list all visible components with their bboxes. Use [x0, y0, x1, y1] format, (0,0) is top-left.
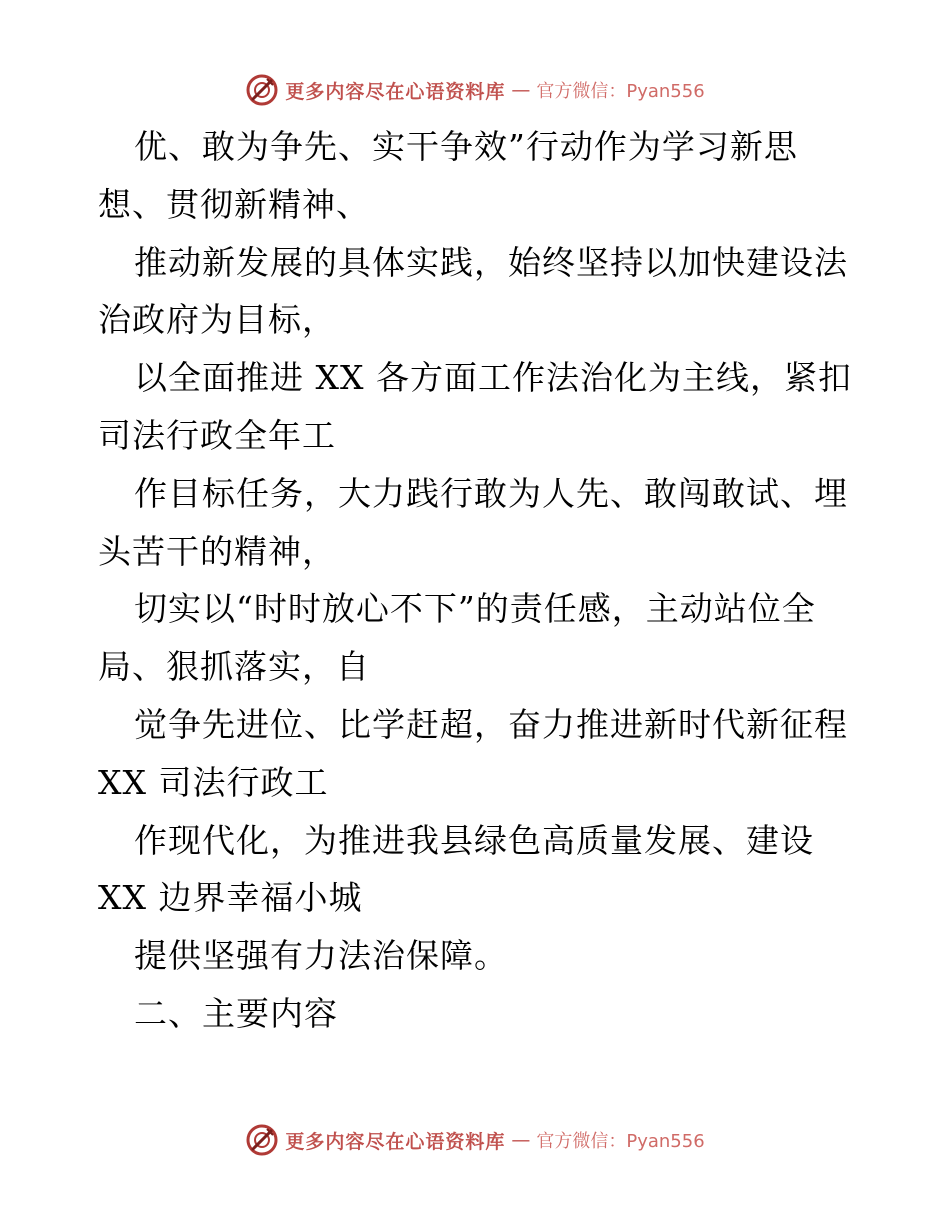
banner-separator: — — [511, 1129, 531, 1151]
banner-contact: 官方微信：Pyan556 — [536, 1131, 705, 1152]
header-banner — [0, 70, 950, 110]
footer-banner — [0, 1120, 950, 1160]
text-line: 局、狠抓落实，自 — [98, 647, 370, 687]
text-line: 以全面推进 XX 各方面工作法治化为主线，紧扣 — [134, 358, 852, 398]
text-line: XX 边界幸福小城 — [98, 878, 363, 918]
text-line: XX 司法行政工 — [98, 762, 329, 802]
text-line: 推动新发展的具体实践，始终坚持以加快建设法 — [134, 242, 848, 282]
text-line: 头苦干的精神， — [98, 531, 336, 571]
banner-separator: — — [511, 79, 531, 101]
brand-logo-icon — [245, 1123, 279, 1157]
text-line: 优、敢为争先、实干争效”行动作为学习新思 — [134, 127, 798, 166]
text-line: 作现代化，为推进我县绿色高质量发展、建设 — [134, 820, 814, 860]
text-line: 切实以“时时放心不下”的责任感，主动站位全 — [134, 589, 816, 629]
text-line: 司法行政全年工 — [98, 415, 336, 455]
section-heading: 二、主要内容 — [134, 993, 338, 1033]
text-line: 提供坚强有力法治保障。 — [134, 936, 508, 976]
brand-logo-icon — [245, 73, 279, 107]
document-body — [98, 118, 858, 1043]
banner-brand-text: 更多内容尽在心语资料库 — [285, 80, 506, 103]
text-line: 想、贯彻新精神、 — [98, 184, 370, 224]
text-line: 作目标任务，大力践行敢为人先、敢闯敢试、埋 — [134, 473, 848, 513]
banner-contact: 官方微信：Pyan556 — [536, 81, 705, 102]
banner-brand-text: 更多内容尽在心语资料库 — [285, 1130, 506, 1153]
text-line: 觉争先进位、比学赶超，奋力推进新时代新征程 — [134, 704, 848, 744]
text-line: 治政府为目标， — [98, 300, 336, 340]
